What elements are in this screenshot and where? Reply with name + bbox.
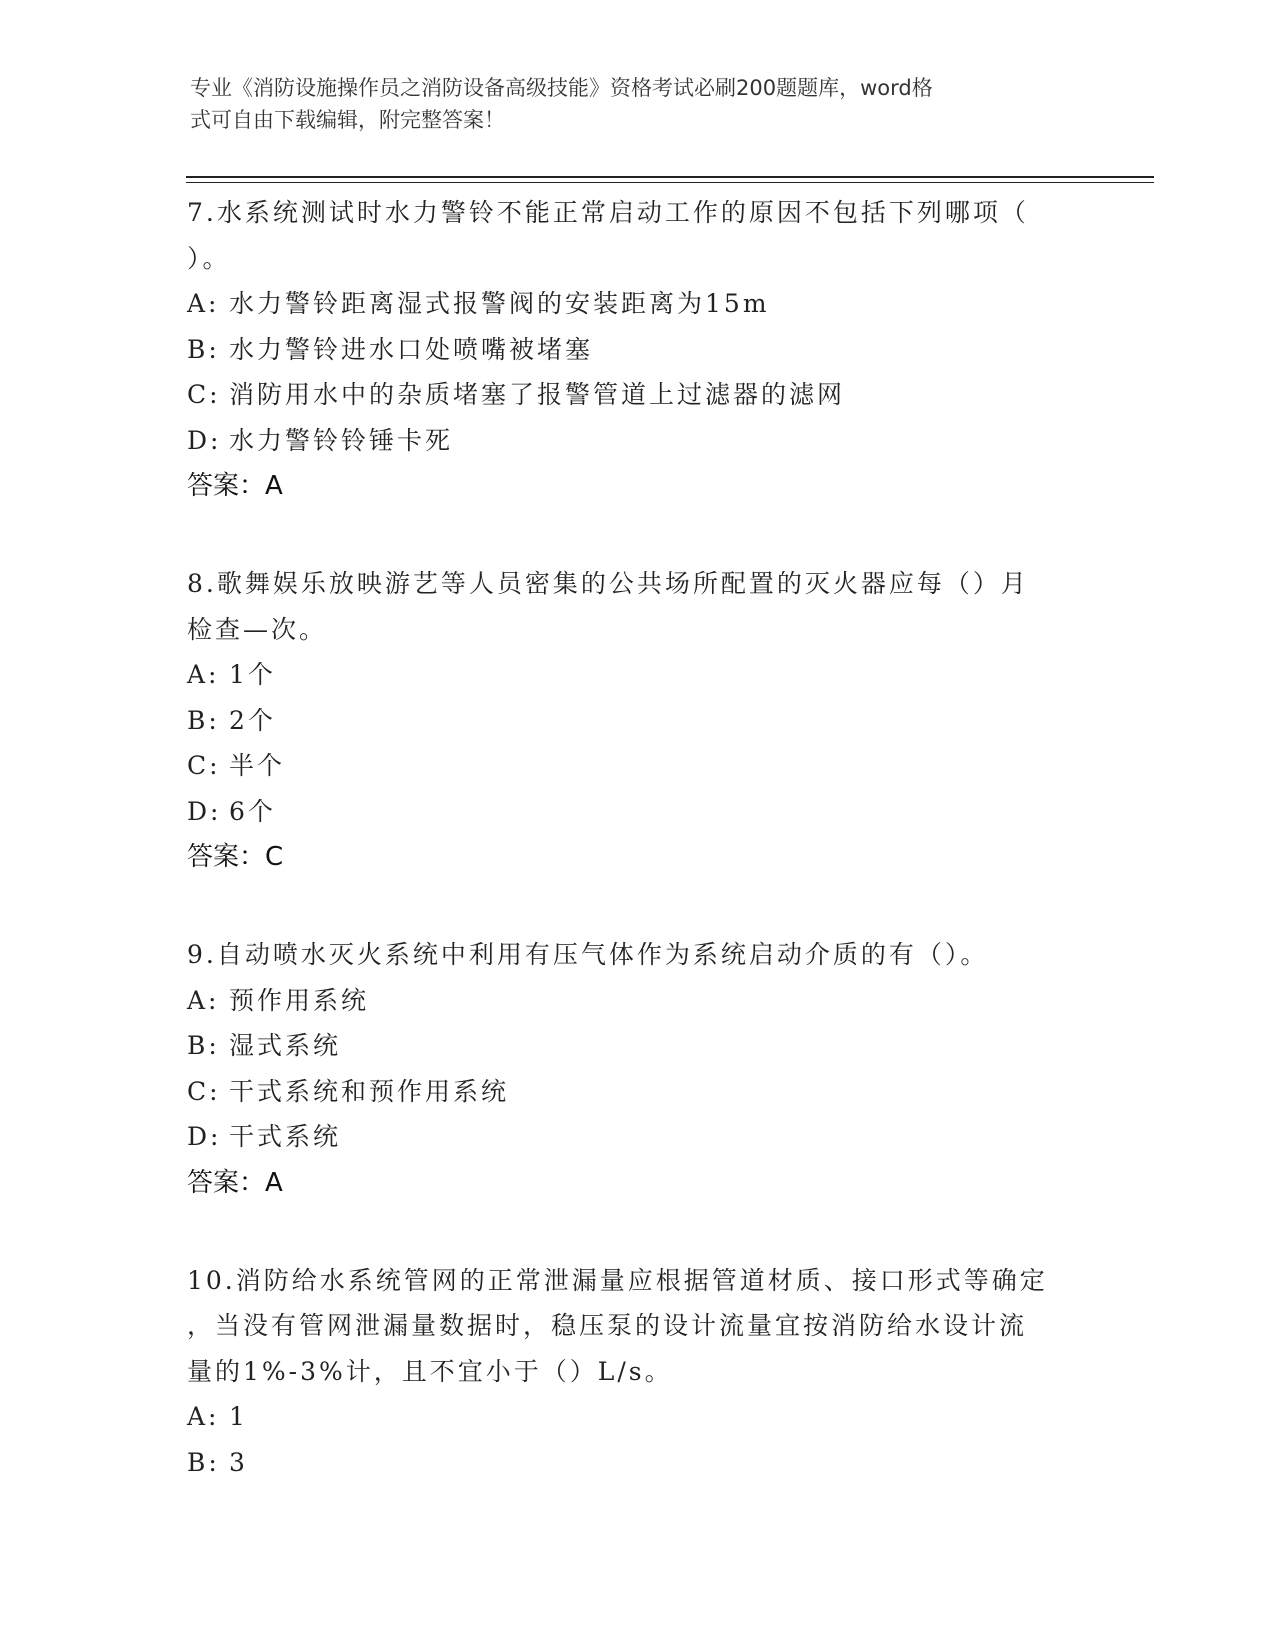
option-b [187,1023,1087,1069]
option-prefix: A: [187,660,220,689]
answer-line: 答案：A [187,1167,283,1198]
option-a [187,281,1087,327]
option-a [187,978,1087,1024]
option-c [187,1069,1087,1115]
question-stem-line: 8.歌舞娱乐放映游艺等人员密集的公共场所配置的灭火器应每（）月 [187,569,1029,598]
option-b [187,327,1087,373]
option-prefix: B: [187,1447,220,1477]
question-stem-line: 检查—次。 [187,614,328,644]
option-prefix: B: [187,705,220,735]
question-stem-line: 7.水系统测试时水力警铃不能正常启动工作的原因不包括下列哪项（ [187,198,1029,227]
option-a [187,1394,1087,1440]
option-prefix: D: [187,425,222,455]
option-prefix: A: [187,289,220,318]
option-c [187,743,1087,789]
header-divider-thin [186,182,1154,183]
option-text: 水力警铃距离湿式报警阀的安装距离为15m [229,289,770,318]
option-b [187,698,1087,744]
answer-line: 答案：A [187,471,283,501]
option-text: 6个 [229,796,276,826]
option-text: 预作用系统 [229,985,370,1015]
question-8 [187,561,1087,880]
option-d [187,789,1087,835]
option-text: 干式系统 [229,1122,342,1151]
question-stem-line: 10.消防给水系统管网的正常泄漏量应根据管道材质、接口形式等确定 [187,1265,1048,1295]
option-text: 干式系统和预作用系统 [229,1076,510,1106]
question-9 [187,932,1087,1206]
option-c [187,372,1087,418]
option-text: 水力警铃进水口处喷嘴被堵塞 [229,334,594,364]
option-text: 湿式系统 [229,1031,342,1060]
option-prefix: D: [187,796,222,826]
option-d [187,1114,1087,1160]
option-prefix: C: [187,1076,221,1106]
option-prefix: B: [187,334,220,364]
answer-line: 答案：C [187,842,284,872]
option-text: 3 [229,1447,248,1477]
question-10 [187,1258,1087,1486]
option-text: 2个 [229,705,276,735]
option-a [187,652,1087,698]
question-stem-line: 9.自动喷水灭火系统中利用有压气体作为系统启动介质的有（）。 [187,940,989,969]
question-stem-line: ）。 [187,243,231,273]
option-text: 消防用水中的杂质堵塞了报警管道上过滤器的滤网 [229,380,846,409]
option-prefix: C: [187,380,221,409]
option-text: 1个 [229,660,276,689]
document-header [190,72,1070,136]
option-b [187,1440,1087,1486]
question-stem-line: ，当没有管网泄漏量数据时，稳压泵的设计流量宜按消防给水设计流 [187,1311,1028,1340]
header-line-1: 专业《消防设施操作员之消防设备高级技能》资格考试必刷200题题库，word格 [190,76,933,100]
option-text: 1 [229,1402,248,1431]
question-stem-line: 量的1%-3%计，且不宜小于（）L/s。 [187,1356,673,1386]
question-7 [187,190,1087,509]
header-divider-thick [186,176,1154,178]
header-line-2: 式可自由下载编辑，附完整答案！ [190,108,505,132]
option-d [187,418,1087,464]
option-prefix: B: [187,1031,220,1060]
option-text: 半个 [229,751,286,780]
option-prefix: A: [187,1402,220,1431]
option-prefix: D: [187,1122,222,1151]
question-list [187,190,1087,1537]
option-prefix: A: [187,985,220,1015]
option-prefix: C: [187,751,221,780]
option-text: 水力警铃铃锤卡死 [229,425,454,455]
